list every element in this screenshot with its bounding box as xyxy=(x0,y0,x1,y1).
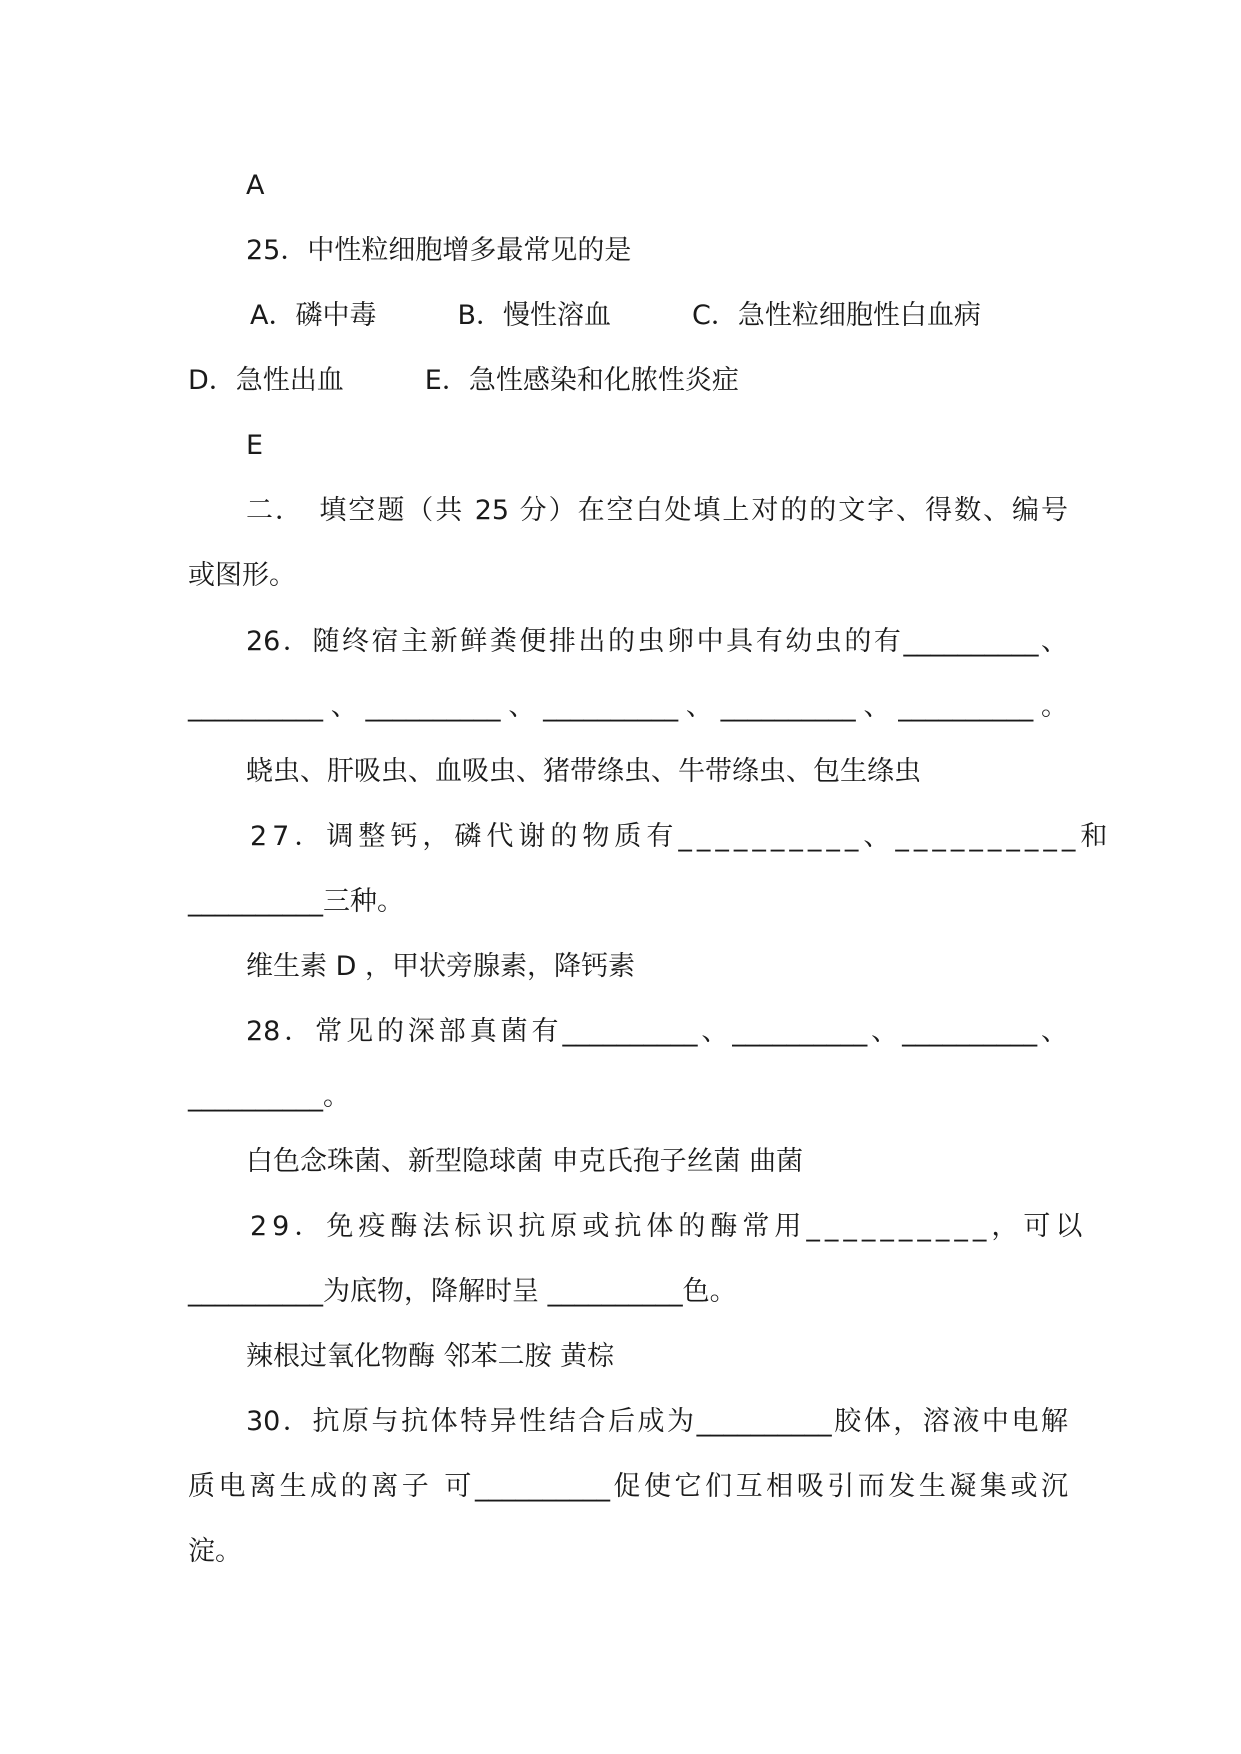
question-25-options-a-c: A．磷中毒 B．慢性溶血 C．急性粒细胞性白血病 xyxy=(250,300,981,331)
answer-24: A xyxy=(246,170,265,201)
question-27: 27．调整钙，磷代谢的物质有__________、__________和 xyxy=(250,821,1113,852)
question-29-cont: __________为底物，降解时呈 __________色。 xyxy=(188,1276,737,1307)
question-27-cont: __________三种。 xyxy=(188,886,404,917)
answer-25: E xyxy=(246,430,264,461)
answer-26: 蛲虫、肝吸虫、血吸虫、猪带绦虫、牛带绦虫、包生绦虫 xyxy=(246,756,921,787)
question-29: 29．免疫酶法标识抗原或抗体的酶常用__________，可以 xyxy=(250,1211,1088,1242)
question-26: 26．随终宿主新鲜粪便排出的虫卵中具有幼虫的有__________、 xyxy=(246,626,1068,657)
answer-29: 辣根过氧化物酶 邻苯二胺 黄棕 xyxy=(246,1341,615,1372)
question-26-blanks: __________、__________、__________、__________、__________。 xyxy=(188,691,1068,722)
question-30: 30．抗原与抗体特异性结合后成为__________胶体，溶液中电解 xyxy=(246,1406,1068,1437)
answer-27: 维生素 D ，甲状旁腺素，降钙素 xyxy=(246,951,635,982)
question-28: 28．常见的深部真菌有__________、__________、__________、 xyxy=(246,1016,1068,1047)
section-2-heading: 二． 填空题（共 25 分）在空白处填上对的的文字、得数、编号 xyxy=(246,495,1068,526)
section-2-heading-cont: 或图形。 xyxy=(188,560,296,591)
question-30-cont: 质电离生成的离子 可__________促使它们互相吸引而发生凝集或沉 xyxy=(188,1471,1068,1502)
question-25-options-d-e: D．急性出血 E．急性感染和化脓性炎症 xyxy=(188,365,739,396)
question-25: 25．中性粒细胞增多最常见的是 xyxy=(246,235,632,266)
question-28-cont: __________。 xyxy=(188,1081,350,1112)
question-30-end: 淀。 xyxy=(188,1536,242,1567)
answer-28: 白色念珠菌、新型隐球菌 申克氏孢子丝菌 曲菌 xyxy=(246,1146,804,1177)
